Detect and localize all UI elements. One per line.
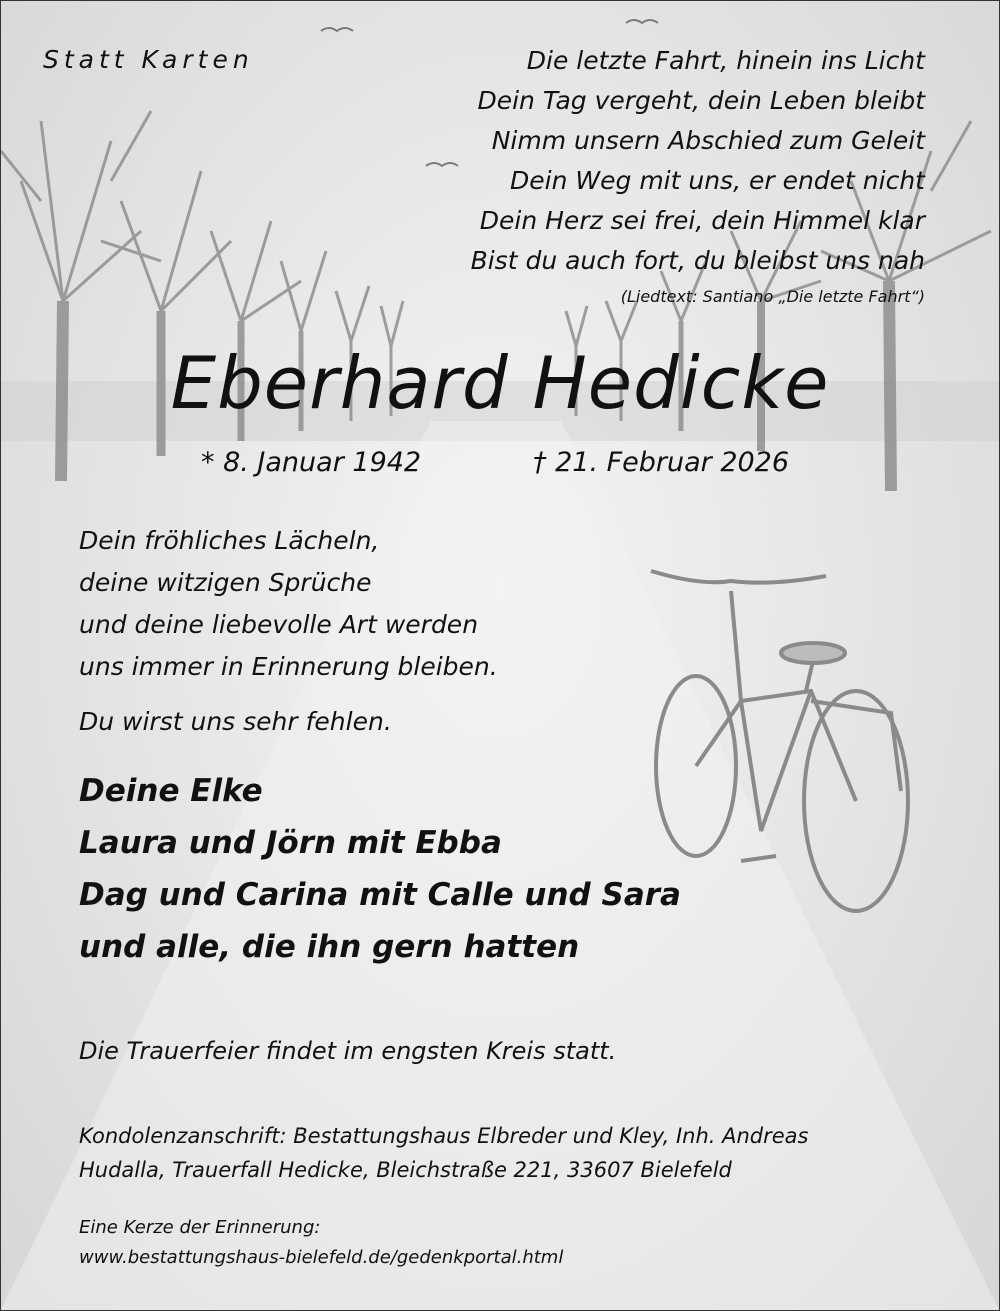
mourner-line: und alle, die ihn gern hatten [79, 929, 580, 965]
tribute-line: deine witzigen Sprüche [79, 568, 372, 597]
birth-date: * 8. Januar 1942 [201, 447, 422, 478]
tribute-text [79, 520, 498, 688]
tribute-line: Dein fröhliches Lächeln, [79, 526, 380, 555]
poem-line: Die letzte Fahrt, hinein ins Licht [526, 46, 925, 75]
missed-line: Du wirst uns sehr fehlen. [79, 707, 392, 736]
poem-line: Dein Weg mit uns, er endet nicht [510, 166, 925, 195]
memorial-url[interactable]: www.bestattungshaus-bielefeld.de/gedenkportal.html [79, 1247, 564, 1268]
condolence-line: Hudalla, Trauerfall Hedicke, Bleichstraße 221, 33607 Bielefeld [79, 1158, 732, 1182]
statt-karten: Statt Karten [43, 45, 254, 74]
deceased-name: Eberhard Hedicke [170, 341, 830, 425]
tribute-line: uns immer in Erinnerung bleiben. [79, 652, 498, 681]
poem-line: Nimm unsern Abschied zum Geleit [491, 126, 925, 155]
condolence-address [79, 1119, 808, 1187]
condolence-line: Kondolenzanschrift: Bestattungshaus Elbreder und Kley, Inh. Andreas [79, 1124, 809, 1148]
tribute-line: und deine liebevolle Art werden [79, 610, 479, 639]
poem-line: Dein Herz sei frei, dein Himmel klar [479, 206, 925, 235]
poem-line: Dein Tag vergeht, dein Leben bleibt [477, 86, 925, 115]
poem [471, 41, 925, 281]
memorial-candle [79, 1213, 563, 1273]
poem-credit: (Liedtext: Santiano „Die letzte Fahrt“) [620, 287, 925, 306]
mourners-list [79, 765, 681, 973]
memorial-label: Eine Kerze der Erinnerung: [79, 1217, 321, 1238]
poem-line: Bist du auch fort, du bleibst uns nah [470, 246, 925, 275]
funeral-note: Die Trauerfeier findet im engsten Kreis statt. [79, 1037, 617, 1065]
death-date: † 21. Februar 2026 [533, 447, 790, 478]
mourner-line: Deine Elke [79, 773, 263, 809]
mourner-line: Dag und Carina mit Calle und Sara [79, 877, 681, 913]
mourner-line: Laura und Jörn mit Ebba [79, 825, 502, 861]
